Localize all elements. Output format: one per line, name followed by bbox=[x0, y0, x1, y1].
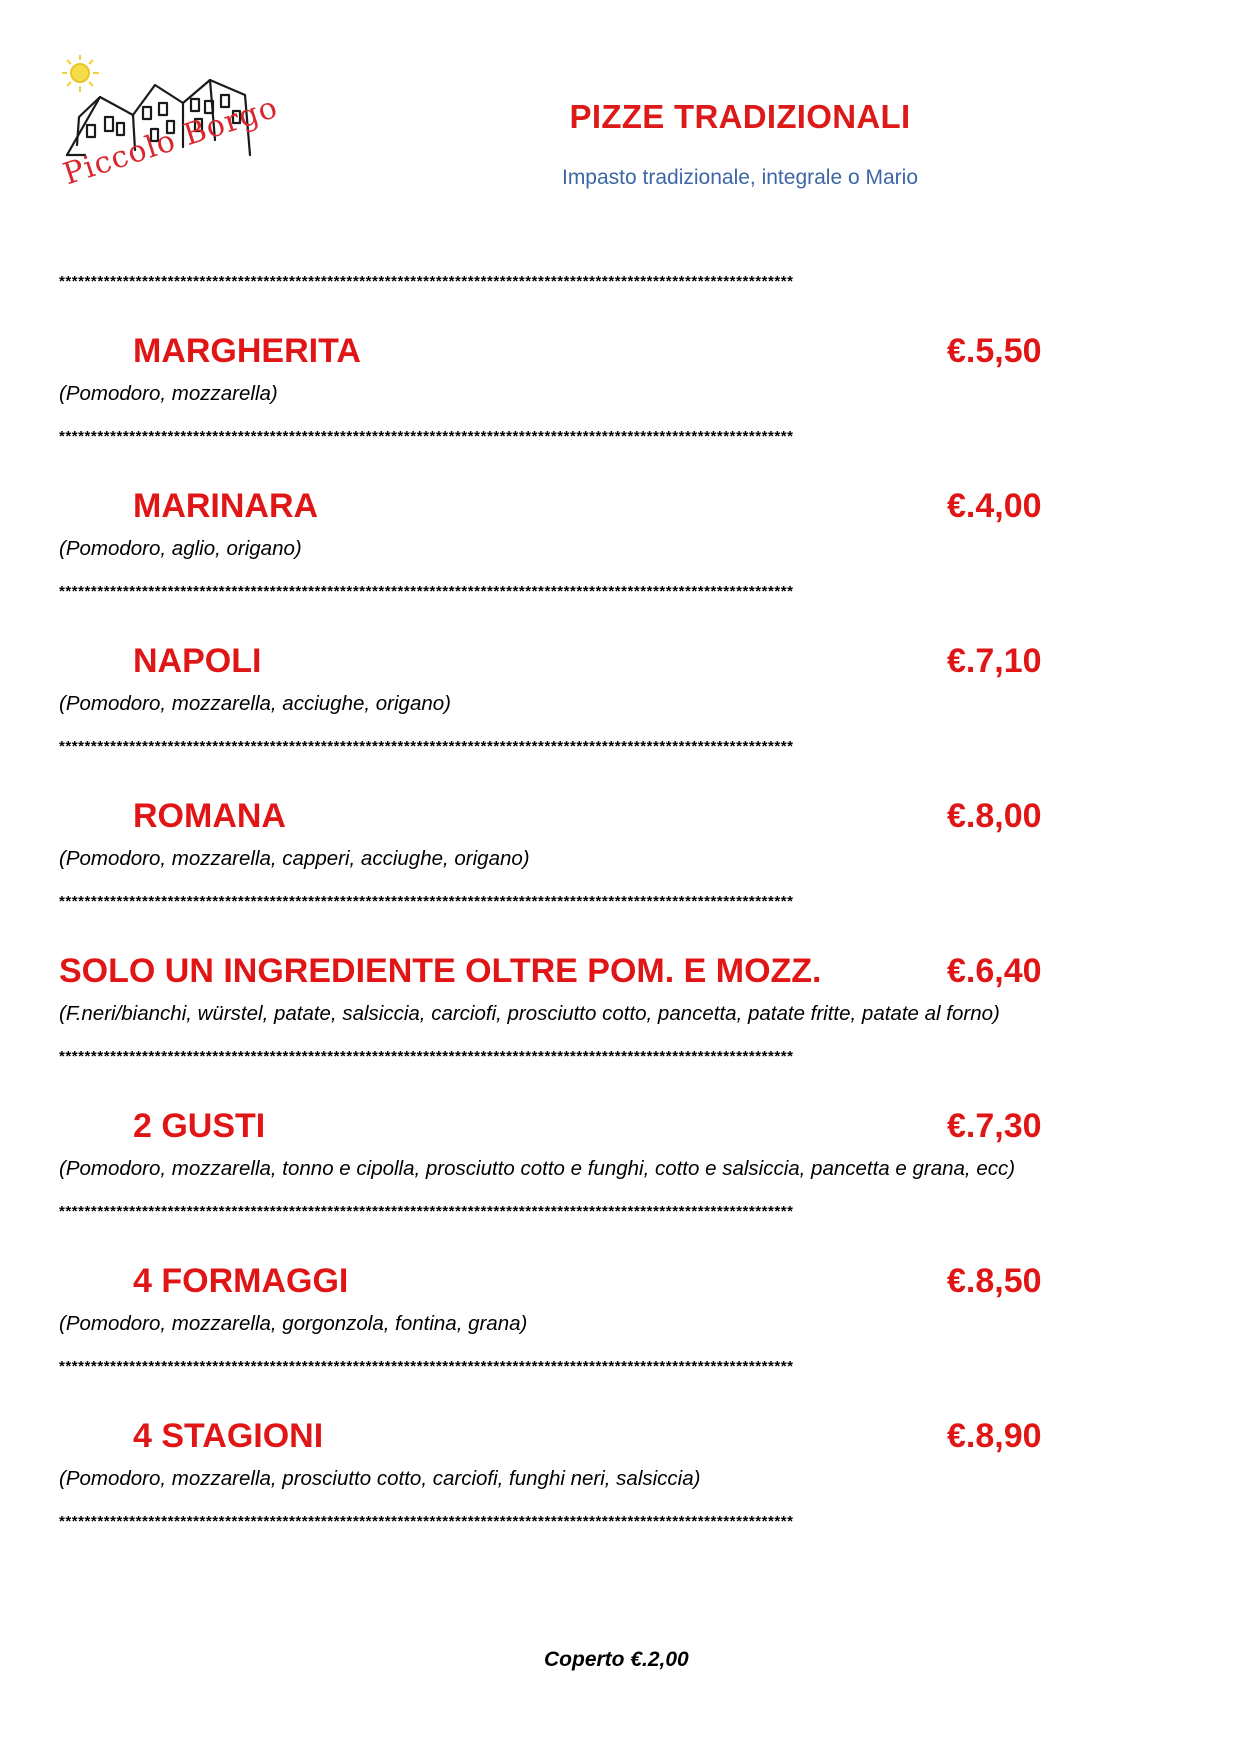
separator: ******************************************************************************************************************* bbox=[59, 1048, 794, 1065]
logo-text: Piccolo Borgo bbox=[59, 89, 283, 193]
logo bbox=[55, 55, 315, 240]
item-description: (Pomodoro, mozzarella, capperi, acciughe, origano) bbox=[59, 847, 530, 870]
item-name: NAPOLI bbox=[133, 642, 262, 680]
item-name: ROMANA bbox=[133, 797, 286, 835]
item-name: MARGHERITA bbox=[133, 332, 361, 370]
page-subtitle: Impasto tradizionale, integrale o Mario bbox=[561, 166, 918, 189]
item-price: €.7,10 bbox=[947, 642, 1042, 680]
item-description: (Pomodoro, mozzarella) bbox=[59, 382, 278, 405]
item-name: SOLO UN INGREDIENTE OLTRE POM. E MOZZ. bbox=[59, 952, 822, 990]
item-price: €.5,50 bbox=[947, 332, 1042, 370]
item-price: €.8,90 bbox=[947, 1417, 1042, 1455]
separator: ******************************************************************************************************************* bbox=[59, 428, 794, 445]
menu-item-napoli bbox=[59, 606, 1184, 733]
menu-item-margherita bbox=[59, 296, 1184, 423]
menu-item-4-stagioni bbox=[59, 1381, 1184, 1508]
menu-item-solo-un-ingrediente bbox=[59, 916, 1184, 1043]
item-name: MARINARA bbox=[133, 487, 319, 525]
item-name: 4 FORMAGGI bbox=[133, 1262, 349, 1300]
item-price: €.4,00 bbox=[947, 487, 1042, 525]
item-name: 4 STAGIONI bbox=[133, 1417, 324, 1455]
item-price: €.8,50 bbox=[947, 1262, 1042, 1300]
item-description: (Pomodoro, mozzarella, gorgonzola, fontina, grana) bbox=[59, 1312, 528, 1335]
page-title: PIZZE TRADIZIONALI bbox=[569, 98, 911, 135]
separator: ******************************************************************************************************************* bbox=[59, 1358, 794, 1375]
separator: ******************************************************************************************************************* bbox=[59, 1203, 794, 1220]
separator: ******************************************************************************************************************* bbox=[59, 893, 794, 910]
menu-item-2-gusti bbox=[59, 1071, 1184, 1198]
separator: ******************************************************************************************************************* bbox=[59, 273, 794, 290]
separator: ******************************************************************************************************************* bbox=[59, 583, 794, 600]
menu-list bbox=[59, 268, 1184, 1536]
menu-item-4-formaggi bbox=[59, 1226, 1184, 1353]
item-name: 2 GUSTI bbox=[133, 1107, 266, 1145]
coperto-note: Coperto €.2,00 bbox=[544, 1648, 689, 1671]
item-description: (F.neri/bianchi, würstel, patate, salsiccia, carciofi, prosciutto cotto, pancetta, patate fritte, patate al forno) bbox=[59, 1002, 1000, 1025]
menu-item-marinara bbox=[59, 451, 1184, 578]
item-description: (Pomodoro, mozzarella, acciughe, origano) bbox=[59, 692, 451, 715]
separator: ******************************************************************************************************************* bbox=[59, 1513, 794, 1530]
item-description: (Pomodoro, mozzarella, tonno e cipolla, prosciutto cotto e funghi, cotto e salsiccia, pancetta e grana, ecc) bbox=[59, 1157, 1016, 1180]
item-price: €.6,40 bbox=[947, 952, 1042, 990]
item-price: €.7,30 bbox=[947, 1107, 1042, 1145]
item-description: (Pomodoro, aglio, origano) bbox=[59, 537, 302, 560]
separator: ******************************************************************************************************************* bbox=[59, 738, 794, 755]
item-price: €.8,00 bbox=[947, 797, 1042, 835]
item-description: (Pomodoro, mozzarella, prosciutto cotto, carciofi, funghi neri, salsiccia) bbox=[59, 1467, 701, 1490]
menu-item-romana bbox=[59, 761, 1184, 888]
